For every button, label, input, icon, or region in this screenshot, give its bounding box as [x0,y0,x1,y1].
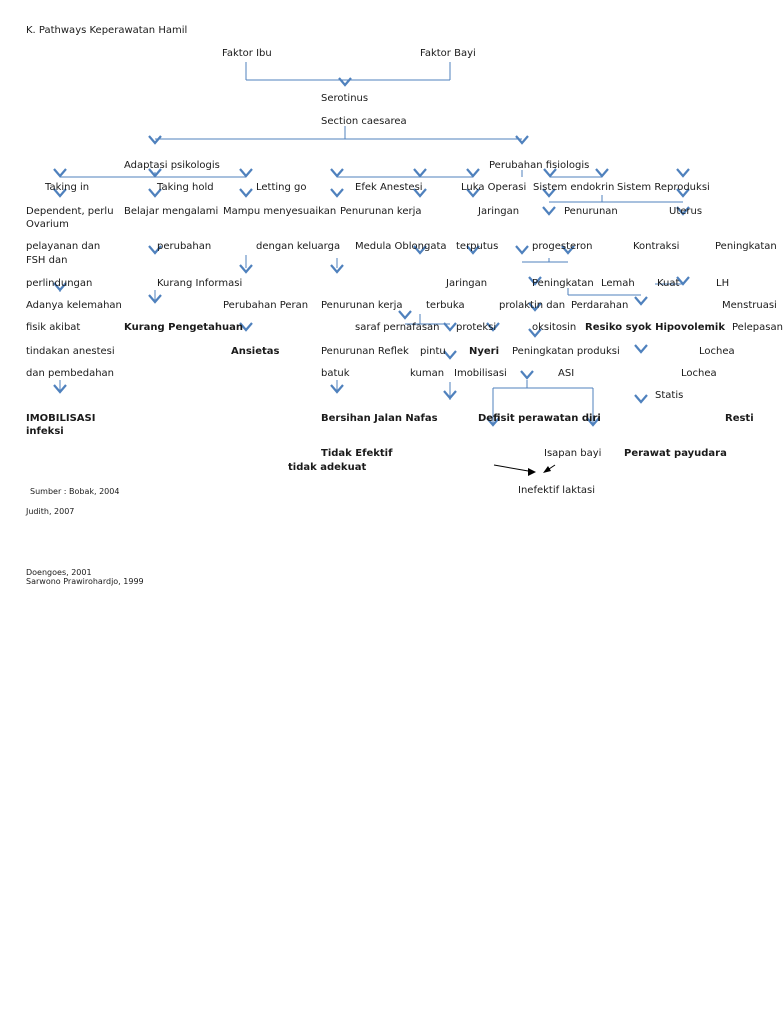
node-letting-go: Letting go [256,182,307,193]
node-kurang-informasi: Kurang Informasi [157,278,243,289]
node-perawat-payudara: Perawat payudara [624,448,727,459]
node-penurunan-reflek: Penurunan Reflek [321,346,409,357]
flow-arrow-head [54,169,66,176]
source-judith: Judith, 2007 [26,507,75,516]
flow-arrow-head [331,189,343,196]
node-ovarium: Ovarium [26,219,69,230]
node-lh: LH [716,278,730,289]
flow-arrow-head [467,169,479,176]
node-progesteron: progesteron [532,241,593,252]
flow-arrow-head [596,169,608,176]
flow-arrow-head [399,311,411,318]
page-heading: K. Pathways Keperawatan Hamil [26,25,188,36]
node-dengan-keluarga: dengan keluarga [256,241,341,252]
flow-arrow-head [635,395,647,402]
node-adanya-kelemahan: Adanya kelemahan [26,300,122,311]
node-jaringan-1: Jaringan [478,206,520,217]
node-saraf-pernafasan: saraf pernafasan [355,322,440,333]
node-statis: Statis [655,390,684,401]
node-oksitosin: oksitosin [532,322,577,333]
node-asi: ASI [558,368,575,379]
source-bobak: Sumber : Bobak, 2004 [30,487,120,496]
flow-arrow-head [635,345,647,352]
flow-arrow-head [339,78,351,85]
node-penurunan: Penurunan [564,206,618,217]
node-taking-hold: Taking hold [157,182,214,193]
node-isapan-bayi: Isapan bayi [544,448,602,459]
node-terbuka: terbuka [426,300,465,311]
node-terputus: terputus [456,241,499,252]
flow-arrow-head [543,207,555,214]
node-pelepasan: Pelepasan [732,322,783,333]
node-penurunan-kerja-2: Penurunan kerja [321,300,403,311]
node-fsh-dan: FSH dan [26,255,68,266]
node-menstruasi: Menstruasi [722,300,777,311]
node-imobilisasi: Imobilisasi [454,368,507,379]
node-fisik-akibat: fisik akibat [26,322,81,333]
node-sistem-reproduksi: Sistem Reproduksi [617,182,710,193]
diagnosis-infeksi: infeksi [26,426,64,437]
node-mampu-menyesuaikan: Mampu menyesuaikan [223,206,337,217]
node-kuman: kuman [410,368,445,379]
flow-arrow-head [444,351,456,358]
diagnosis-nyeri: Nyeri [469,346,500,357]
node-perdarahan: Perdarahan [571,300,629,311]
node-dependent-perlu: Dependent, perlu [26,206,114,217]
diagnosis-defisit-perawatan-diri: Defisit perawatan diri [478,413,601,424]
node-uterus: Uterus [669,206,703,217]
node-adaptasi-psikologis: Adaptasi psikologis [124,160,220,171]
node-proteksi: proteksi [456,322,497,333]
node-kontraksi: Kontraksi [633,241,680,252]
node-pintu: pintu [420,346,446,357]
node-dan-pembedahan: dan pembedahan [26,368,115,379]
diagnosis-inefektif-laktasi: Inefektif laktasi [518,485,596,496]
node-sistem-endokrin: Sistem endokrin [533,182,615,193]
diagnosis-kurang-pengetahuan: Kurang Pengetahuan [124,322,243,333]
flow-arrow-head [521,371,533,378]
node-perubahan: perubahan [157,241,212,252]
node-kuat: Kuat [657,278,680,289]
flow-arrow-head [414,169,426,176]
node-taking-in: Taking in [45,182,90,193]
source-doengoes: Doengoes, 2001 [26,568,92,577]
node-pelayanan-dan: pelayanan dan [26,241,101,252]
node-section-caesarea: Section caesarea [321,116,407,127]
node-faktor-ibu: Faktor Ibu [222,48,272,59]
node-prolaktin-dan: prolaktin dan [499,300,566,311]
node-faktor-bayi: Faktor Bayi [420,48,476,59]
converging-arrows [494,465,555,476]
node-medula-oblongata: Medula Oblongata [355,241,447,252]
flow-arrow-head [516,246,528,253]
node-lochea-1: Lochea [699,346,735,357]
node-serotinus: Serotinus [321,93,369,104]
flow-arrow-head [677,169,689,176]
node-penurunan-kerja-1: Penurunan kerja [340,206,422,217]
diagnosis-imobilisasi: IMOBILISASI [26,413,96,424]
node-tindakan-anestesi: tindakan anestesi [26,346,115,357]
flow-arrow-head [240,189,252,196]
flow-arrow-head [331,169,343,176]
node-jaringan-2: Jaringan [446,278,488,289]
node-batuk: batuk [321,368,350,379]
node-peningkatan-produksi: Peningkatan produksi [512,346,620,357]
node-perubahan-fisiologis: Perubahan fisiologis [489,160,590,171]
node-lochea-2: Lochea [681,368,717,379]
node-perubahan-peran: Perubahan Peran [223,300,309,311]
source-sarwono: Sarwono Prawirohardjo, 1999 [26,577,144,586]
diagnosis-bersihan-jalan-nafas: Bersihan Jalan Nafas [321,413,438,424]
node-efek-anestesi: Efek Anestesi [355,182,423,193]
node-peningkatan: Peningkatan [532,278,594,289]
node-luka-operasi: Luka Operasi [461,182,527,193]
node-lemah: Lemah [601,278,635,289]
flow-arrow-head [635,297,647,304]
diagnosis-ansietas: Ansietas [231,346,280,357]
node-belajar-mengalami: Belajar mengalami [124,206,219,217]
node-perlindungan: perlindungan [26,278,93,289]
diagnosis-resiko-syok: Resiko syok Hipovolemik [585,322,725,333]
flow-arrow-head [240,169,252,176]
node-peningkatan-right: Peningkatan [715,241,777,252]
diagnosis-tidak-adekuat: tidak adekuat [288,462,367,473]
diagnosis-tidak-efektif: Tidak Efektif [321,448,393,459]
diagnosis-resti: Resti [725,413,754,424]
